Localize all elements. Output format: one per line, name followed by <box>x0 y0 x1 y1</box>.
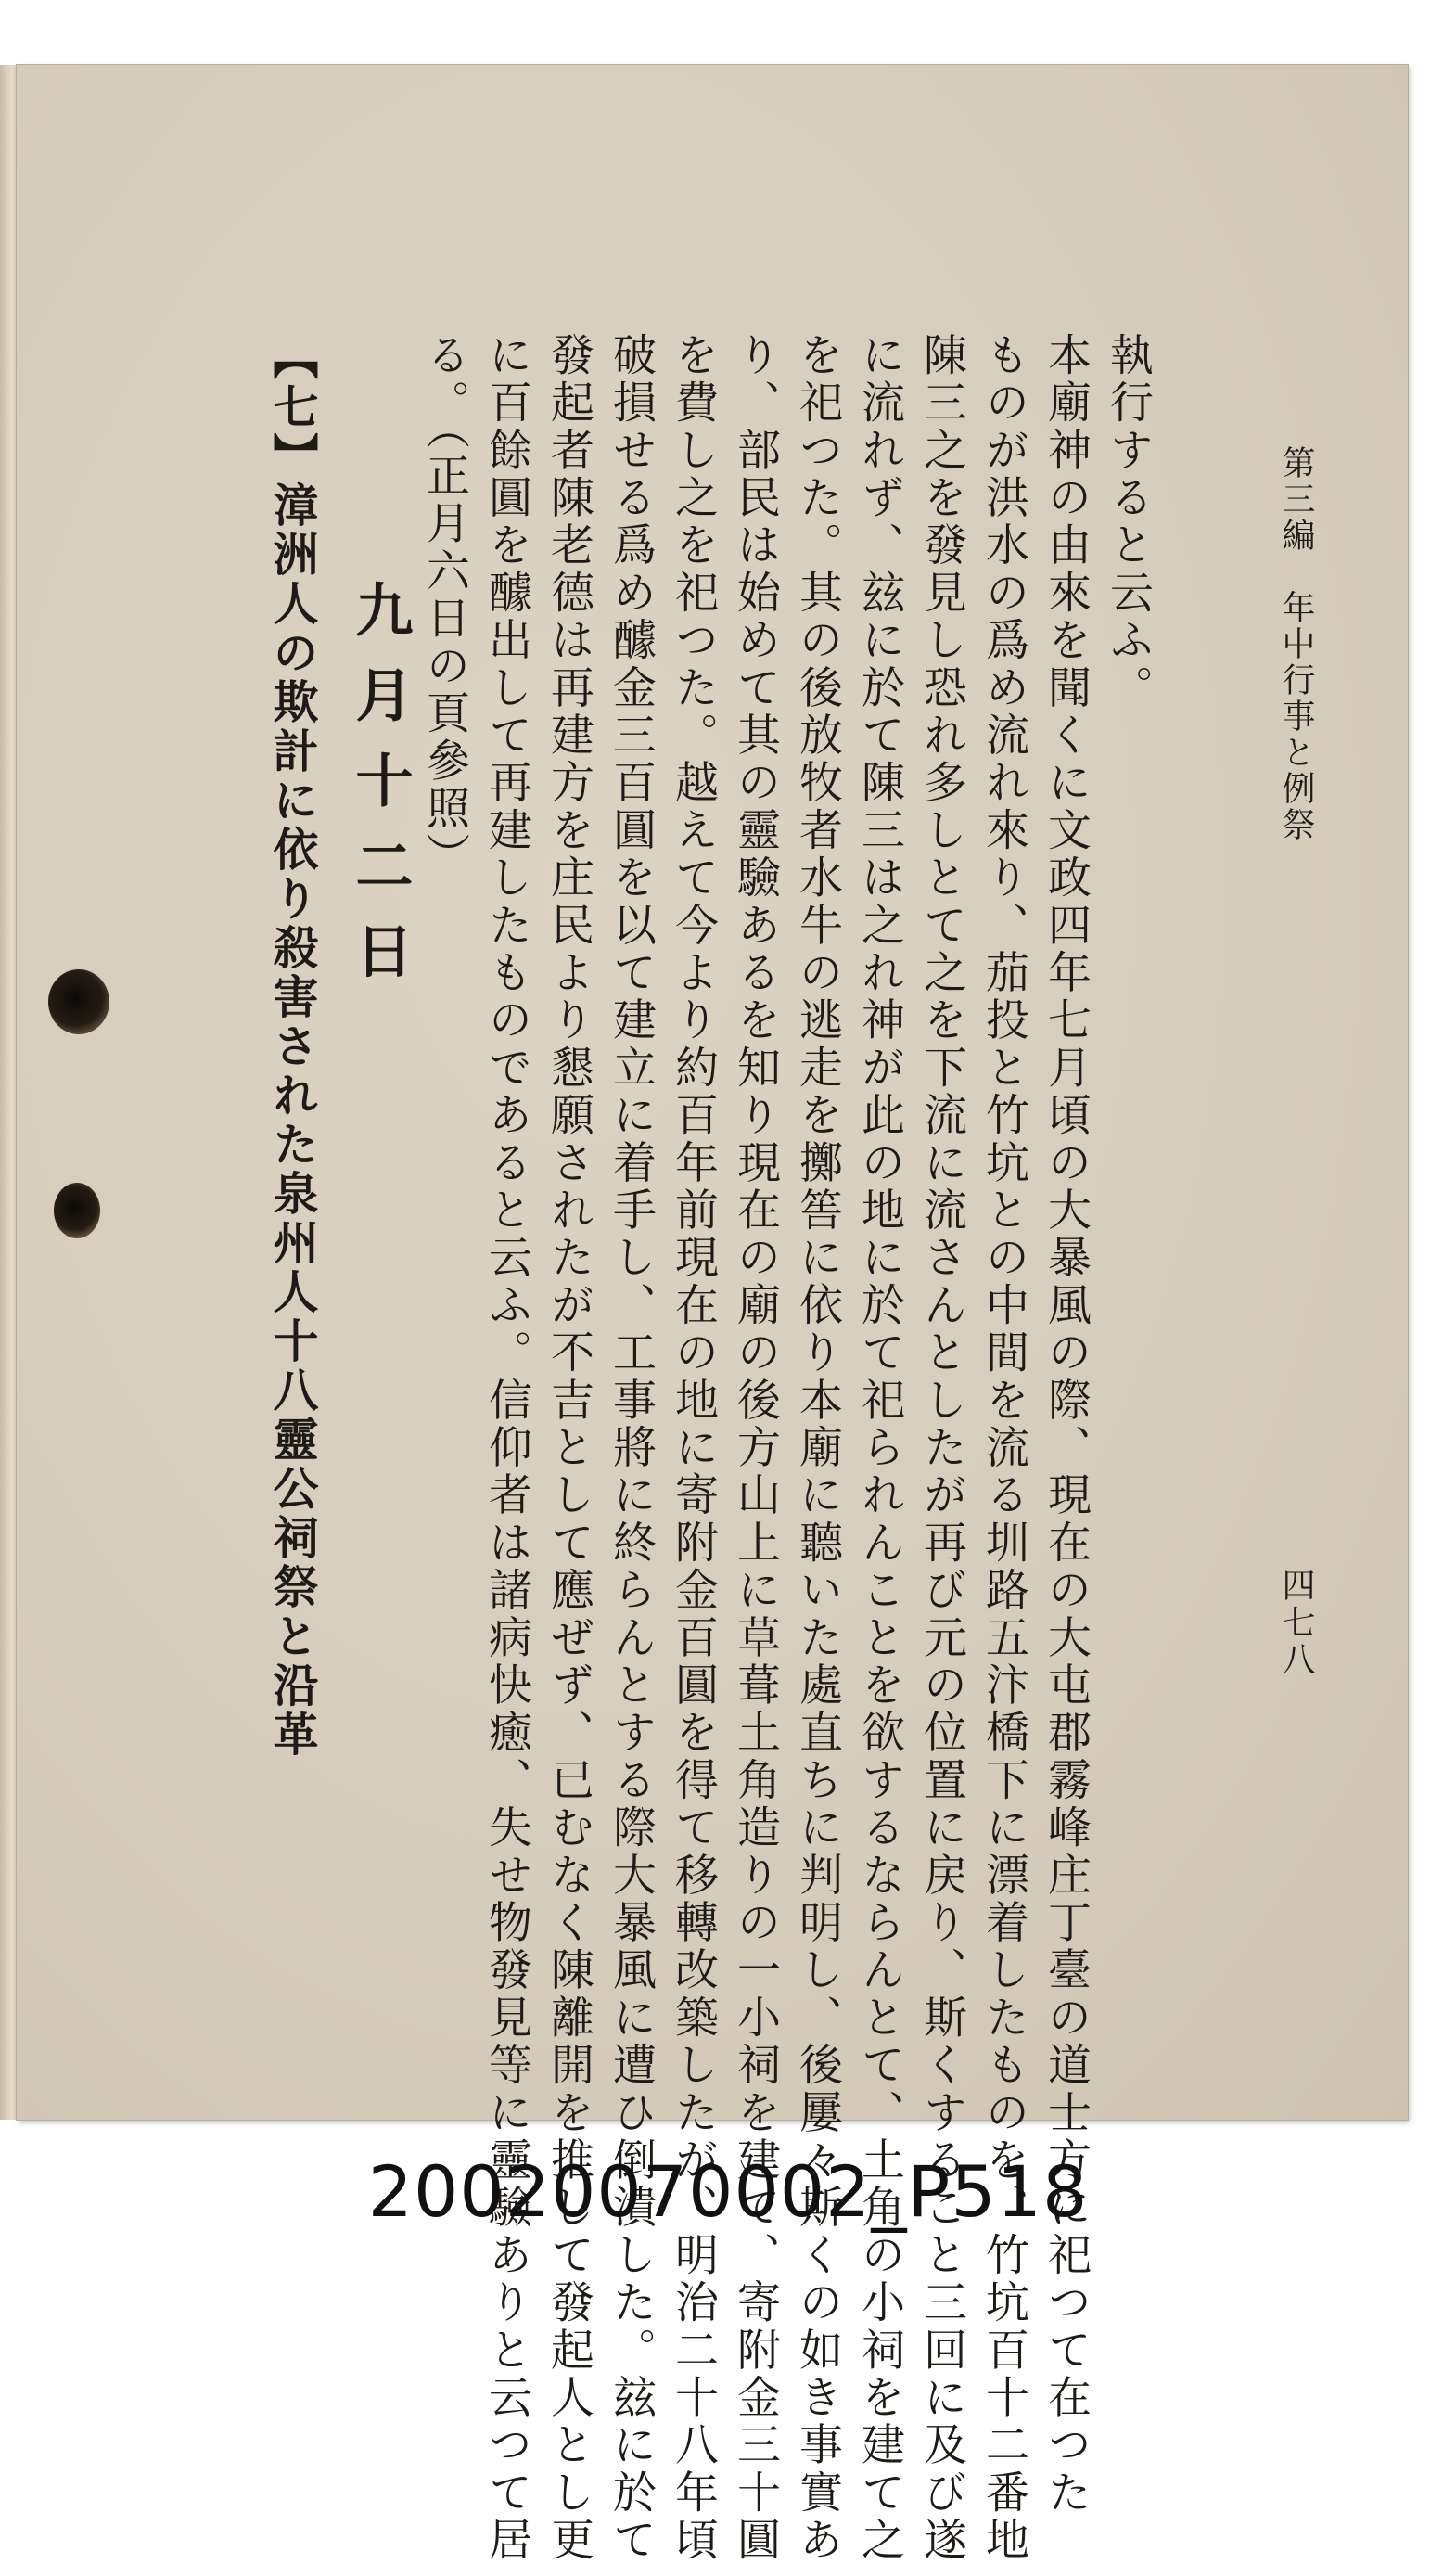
body-line: に流れず、玆に於て陳三は之れ神が此の地に於て祀られんことを欲するならんとて、土角の小祠を建て之 <box>854 332 905 2564</box>
body-line: る。（正月六日の頁參照） <box>419 332 470 880</box>
body-line: ものが洪水の爲め流れ來り、茄投と竹坑との中間を流る圳路五汴橋下に漂着したものを、竹坑百十二番地 <box>978 332 1029 2564</box>
body-line: 破損せる爲め醵金三百圓を以て建立に着手し、工事將に終らんとする際大暴風に遭ひ倒潰した。玆に於て <box>606 332 657 2564</box>
body-line: 執行すると云ふ。 <box>1103 332 1154 712</box>
binding-hole-lower <box>54 1183 100 1238</box>
body-line: 發起者陳老德は再建方を庄民より懇願されたが不吉として應ぜず、已むなく陳離開を推して發起人とし更 <box>543 332 594 2564</box>
section-date-heading: 九月十二日 <box>346 580 414 1006</box>
archive-id-caption: 20020070002_P518 <box>367 2150 1089 2233</box>
body-line: 陳三之を發見し恐れ多しとて之を下流に流さんとしたが再び元の位置に戻り、斯くすること三回に及び遂 <box>916 332 967 2564</box>
body-line: り、部民は始めて其の靈驗あるを知り現在の廟の後方山上に草葺土角造りの一小祠を建て、寄附金三十圓 <box>730 332 781 2564</box>
body-line: に百餘圓を醵出して再建したものであると云ふ。信仰者は諸病快癒、失せ物發見等に靈驗ありと云つて居 <box>481 332 532 2564</box>
section-title: 【七】漳洲人の欺計に依り殺害された泉州人十八靈公祠祭と沿革 <box>266 334 320 1760</box>
binding-hole-upper <box>48 969 109 1034</box>
body-line: を祀つた。其の後放牧者水牛の逃走を擲筶に依り本廟に聽いた處直ちに判明し、後屢々斯くの如き事實あ <box>792 332 843 2564</box>
body-line: を費し之を祀つた。越えて今より約百年前現在の地に寄附金百圓を得て移轉改築したが、明治二十八年頃 <box>668 332 719 2564</box>
body-line: 本廟神の由來を聞くに文政四年七月頃の大暴風の際、現在の大屯郡霧峰庄丁臺の道士方に祀つて在つた <box>1041 332 1092 2518</box>
page-number: 四七八 <box>1277 1568 1315 1679</box>
running-header: 第三編 年中行事と例祭 <box>1277 445 1315 843</box>
